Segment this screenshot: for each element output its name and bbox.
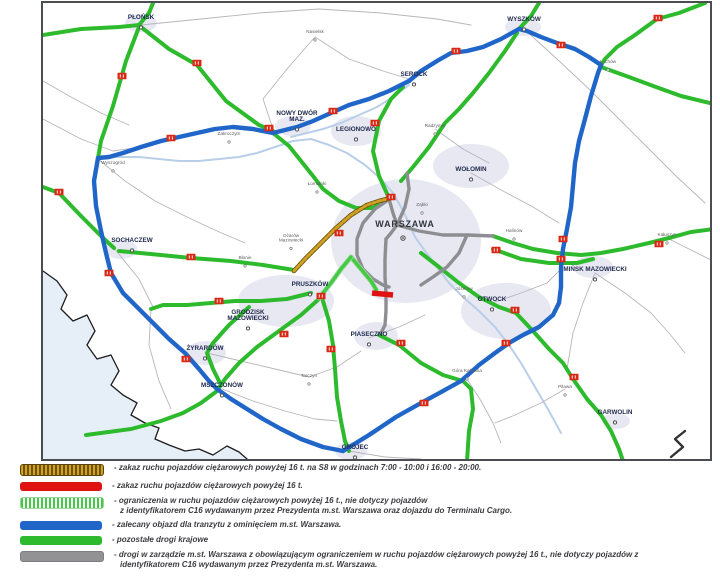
road-shield-marker (55, 189, 64, 196)
city-dot (522, 28, 525, 31)
road-shield-glyph (220, 299, 221, 302)
road-shield-glyph (332, 347, 333, 350)
road-shield-glyph (659, 16, 660, 19)
city-label: GRÓJEC (341, 444, 369, 451)
road-shield-marker (502, 340, 511, 347)
road-shield-glyph (454, 49, 455, 52)
road-shield-glyph (60, 190, 61, 193)
legend-swatch-city-roads (20, 551, 104, 562)
road-shield-glyph (120, 74, 121, 77)
road-shield-glyph (285, 332, 286, 335)
road-shield-marker (654, 15, 663, 21)
road-shield-glyph (187, 357, 188, 360)
road-shield-glyph (340, 231, 341, 234)
legend-label-line: - zalecany objazd dla tranzytu z ominięciem m.st. Warszawa. (112, 520, 342, 529)
road-shield-marker (118, 73, 127, 80)
legend-label-line: - drogi w zarządzie m.st. Warszawa z obowiązującym ograniczeniem w ruchu pojazdów ciężarowych powyżej 16 t., nie dotyczy pojazdów z (114, 550, 639, 559)
city-label: WOŁOMIN (455, 166, 487, 173)
town-dot (434, 133, 436, 135)
road-shield-marker (557, 256, 566, 262)
city-dot (246, 327, 249, 330)
town-label: Łomianki (307, 181, 327, 186)
city-label: LEGIONOWO (336, 126, 376, 133)
legend-label (114, 550, 638, 569)
road-shield-glyph (195, 61, 196, 64)
road-shield-glyph (198, 61, 199, 64)
town-dot (244, 265, 246, 267)
road-shield-glyph (192, 255, 193, 258)
city-dot (613, 421, 616, 424)
road-shield-marker (557, 42, 566, 49)
city-label: ŻYRARDÓW (186, 345, 224, 352)
road-shield-glyph (373, 121, 374, 124)
legend-item-s8-restriction (0, 463, 720, 476)
city-dot (130, 249, 133, 252)
road-shield-marker (387, 194, 396, 201)
town-label: Tarczyn (300, 373, 318, 378)
road-shield-marker (511, 307, 520, 314)
road-shield-glyph (334, 109, 335, 112)
city-label: MSZCZONÓW (201, 382, 243, 389)
road-shield-marker (559, 236, 568, 243)
city-dot (469, 178, 472, 181)
road-shield-glyph (270, 126, 271, 129)
city-label: PŁOŃSK (127, 14, 155, 21)
road-shield-glyph (572, 375, 573, 378)
legend-item-bypass (0, 520, 720, 530)
road-shield-glyph (559, 43, 560, 46)
legend (0, 463, 720, 574)
road-shield-glyph (282, 332, 283, 335)
road-shield-glyph (107, 271, 108, 274)
city-label: MAZ. (289, 115, 305, 123)
city-label: WARSZAWA (375, 219, 435, 229)
legend-swatch-s8-restriction (20, 464, 104, 476)
road-shield-marker (265, 125, 274, 132)
road-shield-glyph (169, 136, 170, 139)
road-shield-glyph (561, 237, 562, 240)
road-shield-marker (329, 108, 338, 115)
road-shield-glyph (497, 248, 498, 251)
town-dot (316, 191, 318, 193)
city-label: SEROCK (400, 71, 428, 78)
city-dot (139, 26, 142, 29)
town-dot (466, 378, 468, 380)
legend-swatch-c16-restriction (20, 497, 104, 509)
city-label: GARWOLIN (597, 409, 633, 416)
legend-label (112, 481, 303, 491)
road-shield-marker (397, 340, 406, 347)
road-shield-glyph (516, 308, 517, 311)
road-shield-glyph (562, 43, 563, 46)
road-shield-glyph (564, 237, 565, 240)
city-label: NOWY DWÓR (276, 110, 318, 117)
town-dot (564, 394, 566, 396)
road-shield-glyph (392, 195, 393, 198)
city-label: PIASECZNO (350, 331, 388, 338)
legend-label-line: - zakaz ruchu pojazdów ciężarowych powyżej 16 t. (112, 481, 303, 490)
legend-item-ban (0, 481, 720, 491)
town-dot (666, 242, 668, 244)
road-shield-glyph (402, 341, 403, 344)
road-shield-glyph (172, 136, 173, 139)
city-dot (593, 278, 596, 281)
road-shield-glyph (331, 109, 332, 112)
road-shield-marker (317, 293, 326, 300)
town-label: Góra Kalwaria (452, 368, 482, 373)
road-shield-glyph (376, 121, 377, 124)
city-dot (203, 357, 206, 360)
town-dot (421, 212, 423, 214)
road-shield-glyph (322, 294, 323, 297)
city-dot-inner (402, 237, 404, 239)
town-label: Błonie (238, 255, 252, 260)
legend-label-line: - ograniczenia w ruchu pojazdów ciężarowych powyżej 16 t., nie dotyczy pojazdów (114, 496, 428, 505)
city-label: GRODZISK (231, 309, 265, 316)
town-dot (607, 69, 609, 71)
city-label: OTWOCK (477, 296, 507, 303)
road-shield-glyph (337, 231, 338, 234)
city-dot (295, 128, 298, 131)
road-shield-glyph (575, 375, 576, 378)
legend-label (114, 496, 512, 515)
map-canvas (43, 3, 710, 459)
city-dot (367, 343, 370, 346)
road-shield-marker (105, 270, 114, 277)
road-shield-marker (182, 356, 191, 363)
road-shield-glyph (329, 347, 330, 350)
town-label: Józefów (455, 286, 473, 291)
town-label: Zakroczym (217, 131, 241, 136)
legend-item-c16-restriction (0, 496, 720, 515)
town-label: Kałuszyn (657, 232, 677, 237)
road-shield-glyph (457, 49, 458, 52)
legend-label-line: - zakaz ruchu pojazdów ciężarowych powyżej 16 t. na S8 w godzinach 7:00 - 10:00 i 16:00 - 20:00. (114, 463, 482, 472)
town-label: Łochów (599, 59, 617, 64)
road-shield-marker (327, 346, 336, 353)
city-label: SOCHACZEW (111, 237, 153, 244)
town-label: Wyszogród (101, 160, 125, 165)
road-shield-marker (335, 230, 344, 237)
legend-label-line: - pozostałe drogi krajowe (112, 535, 209, 544)
town-label: Radzymin (424, 123, 446, 128)
road-shield-glyph (422, 401, 423, 404)
town-label: Ząbki (416, 202, 428, 207)
city-label: MIŃSK MAZOWIECKI (563, 266, 627, 273)
legend-swatch-bypass (20, 521, 102, 530)
city-label: WYSZKÓW (507, 16, 541, 23)
town-label: Mazowiecki (278, 237, 304, 243)
legend-item-national-roads (0, 535, 720, 545)
road-shield-marker (280, 331, 289, 338)
road-shield-glyph (184, 357, 185, 360)
banned-road (372, 293, 393, 295)
city-dot (412, 83, 415, 86)
road-shield-glyph (425, 401, 426, 404)
legend-label (112, 535, 208, 545)
road-shield-glyph (559, 257, 560, 260)
road-shield-glyph (656, 16, 657, 19)
town-dot (228, 141, 230, 143)
town-dot (463, 296, 465, 298)
city-label: PRUSZKÓW (291, 281, 329, 288)
road-shield-marker (655, 241, 664, 248)
road-shield-glyph (110, 271, 111, 274)
town-dot (314, 39, 316, 41)
road-shield-glyph (657, 242, 658, 245)
legend-item-city-roads (0, 550, 720, 569)
road-shield-glyph (389, 195, 390, 198)
town-dot (290, 247, 292, 249)
town-dot (112, 170, 114, 172)
town-label: Halinów (505, 228, 523, 233)
city-dot (353, 456, 356, 459)
road-shield-marker (452, 48, 461, 55)
road-shield-marker (492, 247, 501, 254)
town-label: Nasielsk (306, 29, 324, 34)
legend-label-line: identyfikatorem C16 wydawanym przez Prezydenta m.st. Warszawa. (120, 559, 378, 569)
road-shield-glyph (504, 341, 505, 344)
road-shield-marker (187, 254, 196, 260)
road-shield-glyph (123, 74, 124, 77)
city-label: MAZOWIECKI (227, 314, 269, 322)
road-shield-glyph (494, 248, 495, 251)
map-frame (41, 1, 712, 461)
legend-label-line: z identyfikatorem C16 wydawanym przez Prezydenta m.st. Warszawa oraz dojazdu do Terminalu Cargo. (120, 505, 513, 515)
road-shield-glyph (507, 341, 508, 344)
legend-label (112, 520, 341, 530)
town-label: Ożarów (282, 233, 300, 238)
road-shield-glyph (217, 299, 218, 302)
road-shield-marker (193, 60, 202, 67)
town-label: Pilawa (558, 384, 572, 389)
road-shield-glyph (513, 308, 514, 311)
road-shield-marker (570, 374, 579, 381)
road-shield-glyph (319, 294, 320, 297)
city-dot (490, 308, 493, 311)
legend-swatch-ban (20, 482, 102, 491)
legend-label (114, 463, 481, 473)
city-dot (354, 138, 357, 141)
road-shield-glyph (562, 257, 563, 260)
road-shield-glyph (57, 190, 58, 193)
town-dot (513, 238, 515, 240)
road-shield-glyph (399, 341, 400, 344)
town-dot (308, 383, 310, 385)
city-dot (220, 394, 223, 397)
road-shield-glyph (189, 255, 190, 258)
road-shield-marker (215, 298, 224, 305)
legend-swatch-national-roads (20, 536, 102, 545)
road-shield-glyph (660, 242, 661, 245)
road-shield-glyph (267, 126, 268, 129)
road-shield-marker (167, 135, 176, 142)
city-dot (308, 293, 311, 296)
road-shield-marker (420, 400, 429, 407)
